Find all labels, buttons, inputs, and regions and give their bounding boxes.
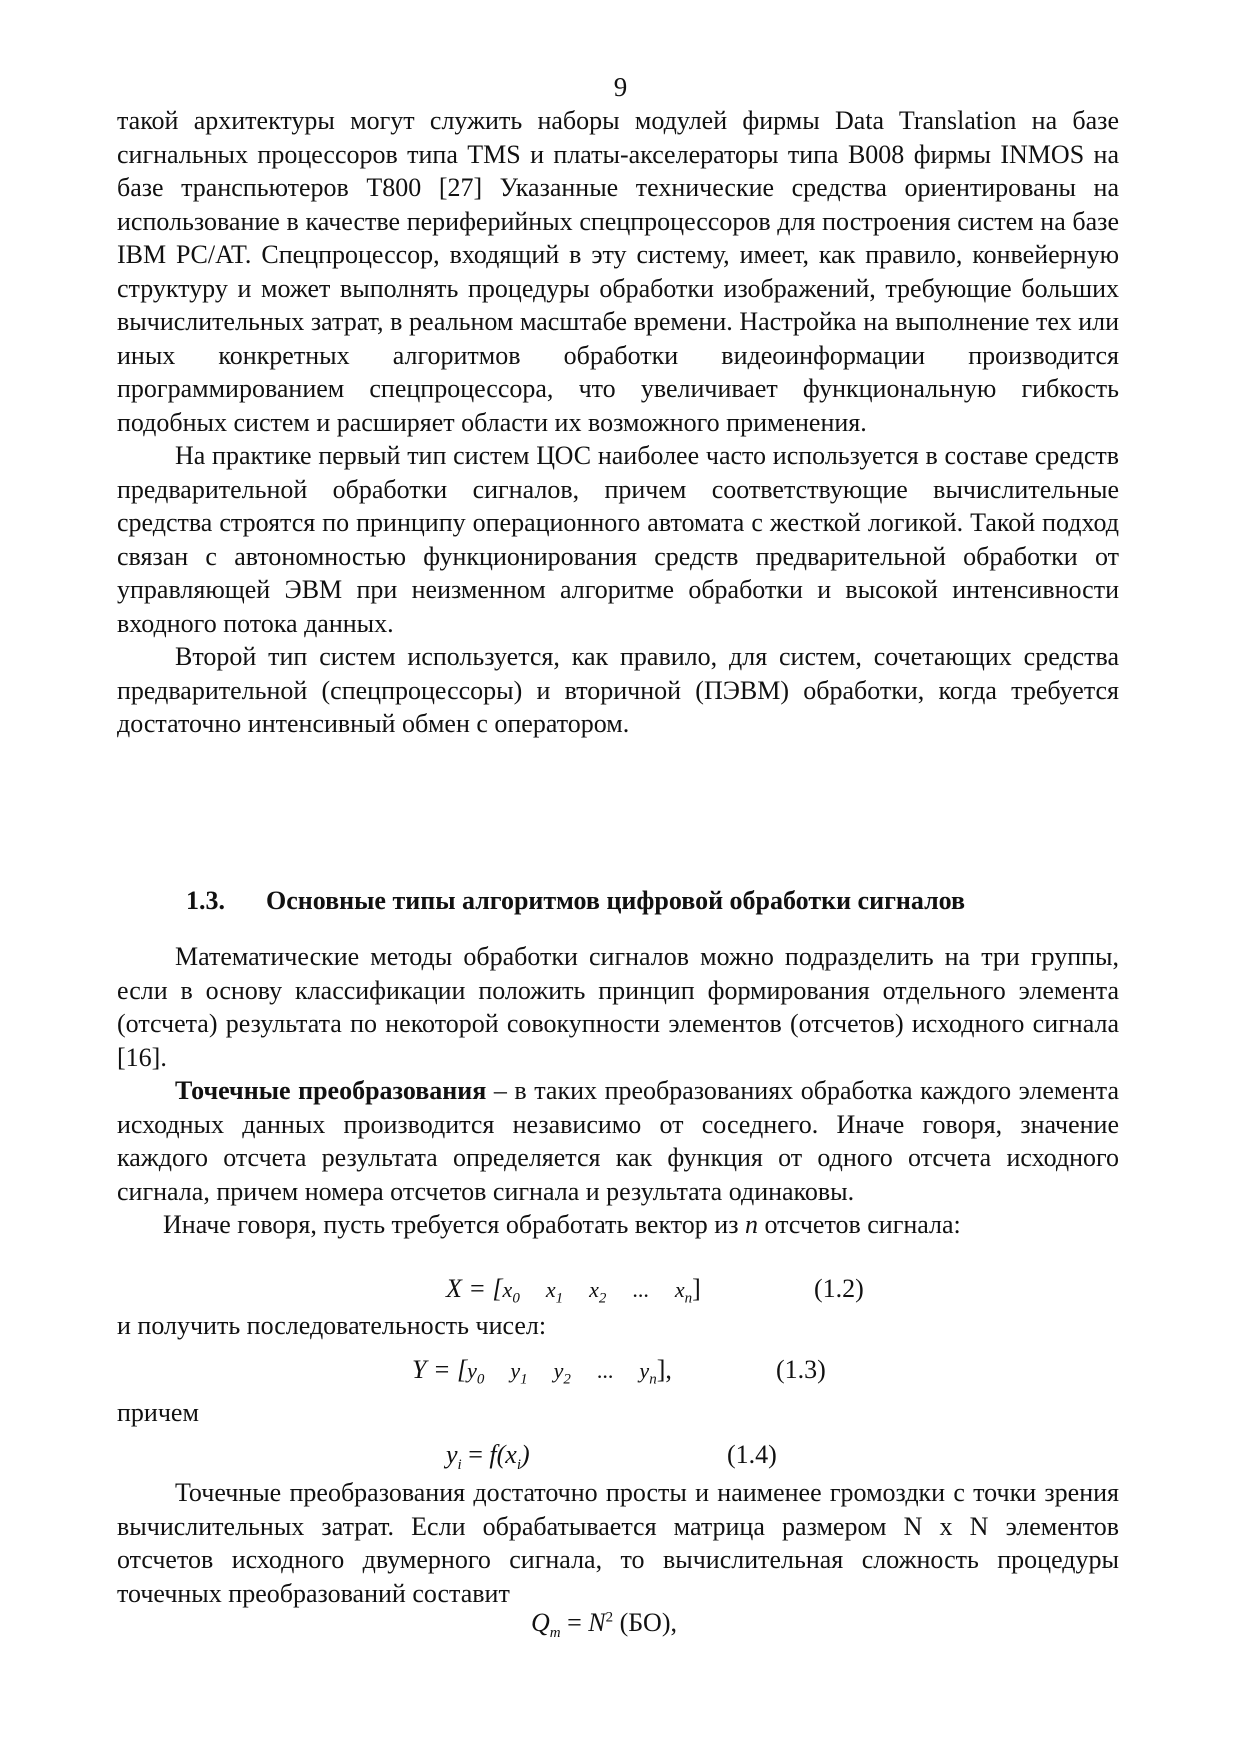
formula-rhs: ] (692, 1274, 701, 1303)
formula-term: y (446, 1440, 458, 1469)
formula-term: $y_n$ (639, 1358, 657, 1388)
formula-operator: = (461, 1440, 490, 1469)
section-title: Основные типы алгоритмов цифровой обработки сигналов (266, 886, 966, 915)
paragraph-text: – в таких преобразованиях обработка каждого элемента исходных данных производится независимо от соседнего. Иначе говоря, значение каждого отсчета результата определяется как функция от одного отсчета исходного сигнала, причем номера отсчетов сигнала и результата одинаковы. (117, 1076, 1119, 1206)
page-number: 9 (613, 72, 628, 102)
formula-term: $x_n$ (674, 1277, 693, 1307)
paragraph (117, 1074, 1119, 1208)
equation-number: (1.2) (814, 1274, 864, 1303)
text-block-2 (117, 940, 1119, 1242)
paragraph (117, 1208, 1119, 1242)
section-heading (186, 886, 965, 916)
paragraph-text: отсчетов сигнала: (757, 1210, 961, 1239)
equation-number: (1.3) (776, 1355, 826, 1384)
formula-term: $y_0$ (467, 1358, 485, 1388)
formula-lhs: X = [ (446, 1274, 503, 1303)
formula-1-2 (446, 1274, 701, 1307)
paragraph: На практике первый тип систем ЦОС наиболее часто используется в составе средств предварительной обработки сигналов, причем соответствующие вычислительные средства строятся по принципу операционного автомата с жесткой логикой. Такой подход связан с автономностью функционирования средств предварительной обработки от управляющей ЭВМ при неизменном алгоритме обработки и высокой интенсивности входного потока данных. (117, 441, 1119, 638)
formula-1-4: $y_i = f(x_i)$ (446, 1440, 530, 1474)
formula-term: $x_2$ (589, 1277, 607, 1307)
equation-number: (1.4) (727, 1440, 777, 1469)
formula-1-3 (412, 1355, 672, 1388)
paragraph: такой архитектуры могут служить наборы модулей фирмы Data Translation на базе сигнальных процессоров типа TMS и платы-акселераторы типа B008 фирмы INMOS на базе транспьютеров Т800 [27] Указанные технические средства ориентированы на использование в качестве периферийных спецпроцессоров для построения систем на базе IBM PC/AT. Спецпроцессор, входящий в эту систему, имеет, как правило, конвейерную структуру и может выполнять процедуры обработки изображений, требующие больших вычислительных затрат, в реальном масштабе времени. Настройка на выполнение тех или иных конкретных алгоритмов обработки видеоинформации производится программированием спецпроцессора, что увеличивает функциональную гибкость подобных систем и расширяет области их возможного применения. (117, 106, 1119, 437)
text-block-1 (117, 104, 1119, 741)
formula-operator: = (560, 1608, 589, 1637)
formula-term: $y_2$ (553, 1358, 571, 1388)
paragraph-text: Иначе говоря, пусть требуется обработать вектор из (163, 1210, 745, 1239)
formula-tail: (БО), (613, 1608, 677, 1637)
paragraph: Второй тип систем используется, как правило, для систем, сочетающих средства предварительной (спецпроцессоры) и вторичной (ПЭВМ) обработки, когда требуется достаточно интенсивный обмен с оператором. (117, 642, 1119, 738)
paragraph: Математические методы обработки сигналов можно подразделить на три группы, если в основу классификации положить принцип формирования отдельного элемента (отсчета) результата по некоторой совокупности элементов (отсчетов) исходного сигнала [16]. (117, 942, 1119, 1072)
formula-ellipsis: ... (596, 1358, 614, 1383)
paragraph: Точечные преобразования достаточно просты и наименее громоздки с точки зрения вычислительных затрат. Если обрабатывается матрица размером N x N элементов отсчетов исходного двумерного сигнала, то вычислительная сложность процедуры точечных преобразований составит (117, 1478, 1119, 1608)
formula-term: N (588, 1608, 606, 1637)
variable-n: n (744, 1210, 758, 1239)
formula-term: $x_1$ (545, 1277, 564, 1307)
formula-term: $x_0$ (502, 1277, 520, 1307)
formula-ellipsis: ... (632, 1277, 649, 1302)
formula-lhs: Y = [ (412, 1355, 468, 1384)
paragraph: причем (117, 1398, 199, 1427)
section-number: 1.3. (186, 886, 225, 915)
paragraph: и получить последовательность чисел: (117, 1311, 547, 1340)
term-point-transform: Точечные преобразования (175, 1076, 487, 1105)
formula-term: $y_1$ (510, 1358, 528, 1388)
formula-rhs: ], (656, 1355, 672, 1384)
formula-term: f(x (489, 1440, 517, 1469)
complexity-formula: $Q_m = N^2$ (БО), (531, 1608, 677, 1642)
formula-term: Q (531, 1608, 550, 1637)
text-block-3 (117, 1476, 1119, 1610)
